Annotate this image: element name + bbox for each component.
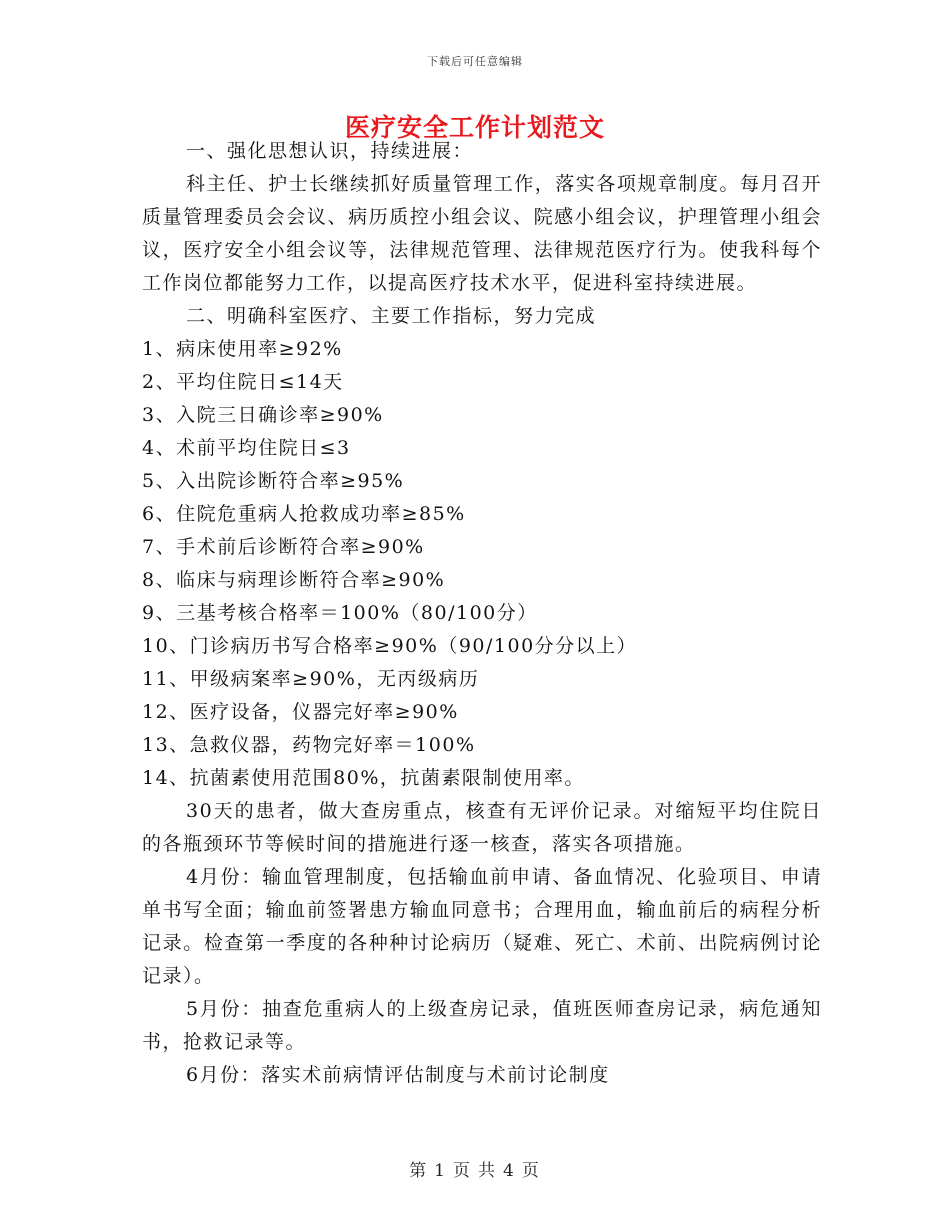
- indicator-item: 13、急救仪器，药物完好率＝100%: [142, 734, 476, 756]
- section1-heading: 一、强化思想认识，持续进展：: [186, 140, 474, 162]
- indicator-item: 1、病床使用率≥92%: [142, 338, 343, 360]
- indicator-item: 12、医疗设备，仪器完好率≥90%: [142, 701, 459, 723]
- indicator-item: 14、抗菌素使用范围80%，抗菌素限制使用率。: [142, 767, 585, 789]
- indicator-item: 3、入院三日确诊率≥90%: [142, 404, 384, 426]
- paragraph-june: 6月份：落实术前病情评估制度与术前讨论制度: [186, 1064, 610, 1086]
- indicator-item: 7、手术前后诊断符合率≥90%: [142, 536, 425, 558]
- footer-page-suffix: 页: [521, 1161, 541, 1181]
- footer-page-prefix: 第: [409, 1161, 429, 1181]
- page-footer: [0, 1156, 950, 1181]
- indicator-item: 8、临床与病理诊断符合率≥90%: [142, 569, 446, 591]
- indicator-item: 9、三基考核合格率＝100%（80/100分）: [142, 602, 538, 624]
- indicator-item: 5、入出院诊断符合率≥95%: [142, 470, 405, 492]
- page-header-note: 下载后可任意编辑: [427, 55, 523, 68]
- document-title: 医疗安全工作计划范文: [344, 113, 605, 142]
- paragraph-30-days: 30天的患者，做大查房重点，核查有无评价记录。对缩短平均住院日的各瓶颈环节等候时间的措施进行逐一核查，落实各项措施。: [142, 800, 822, 855]
- document-body: [142, 135, 822, 1092]
- indicator-item: 4、术前平均住院日≤3: [142, 437, 351, 459]
- section1-paragraph: 科主任、护士长继续抓好质量管理工作，落实各项规章制度。每月召开质量管理委员会会议、病历质控小组会议、院感小组会议，护理管理小组会议，医疗安全小组会议等，法律规范管理、法律规范医疗行为。使我科每个工作岗位都能努力工作，以提高医疗技术水平，促进科室持续进展。: [142, 173, 822, 294]
- paragraph-april: 4月份：输血管理制度，包括输血前申请、备血情况、化验项目、申请单书写全面；输血前签署患方输血同意书；合理用血，输血前后的病程分析记录。检查第一季度的各种种讨论病历（疑难、死亡、术前、出院病例讨论记录）。: [142, 866, 822, 987]
- footer-page-number: 1: [434, 1161, 447, 1181]
- footer-total-pages: 4: [503, 1161, 516, 1181]
- indicator-item: 10、门诊病历书写合格率≥90%（90/100分分以上）: [142, 635, 638, 657]
- indicator-item: 11、甲级病案率≥90%，无丙级病历: [142, 668, 480, 690]
- paragraph-may: 5月份：抽查危重病人的上级查房记录，值班医师查房记录，病危通知书，抢救记录等。: [142, 998, 822, 1053]
- indicator-item: 6、住院危重病人抢救成功率≥85%: [142, 503, 466, 525]
- section2-heading: 二、明确科室医疗、主要工作指标，努力完成: [186, 305, 597, 327]
- indicator-item: 2、平均住院日≤14天: [142, 371, 344, 393]
- indicator-list: [142, 333, 822, 795]
- footer-total-prefix: 共: [478, 1161, 497, 1181]
- footer-page-mid: 页: [453, 1161, 472, 1181]
